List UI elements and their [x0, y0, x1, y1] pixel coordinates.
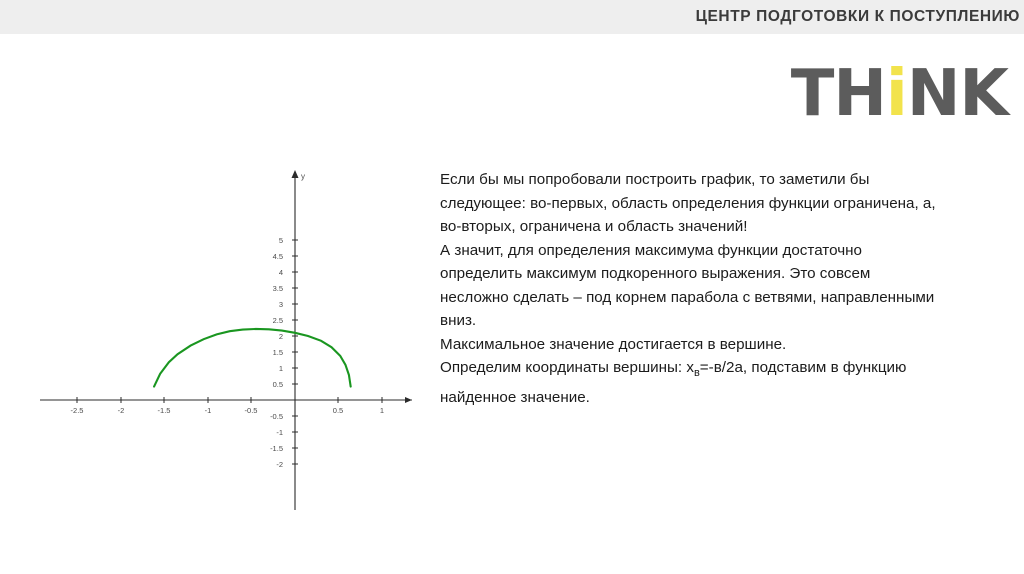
svg-text:-1: -1	[276, 428, 283, 437]
y-axis-arrow	[292, 170, 299, 178]
svg-text:1.5: 1.5	[272, 348, 283, 357]
svg-text:-2: -2	[117, 406, 125, 415]
svg-text:4: 4	[278, 268, 283, 277]
svg-text:1: 1	[379, 406, 385, 415]
svg-text:3.5: 3.5	[272, 284, 283, 293]
vertex-subscript: в	[693, 367, 700, 380]
svg-text:-0.5: -0.5	[270, 412, 283, 421]
paragraph-3: Максимальное значение достигается в вершине.	[440, 335, 787, 353]
svg-text:0.5: 0.5	[272, 380, 283, 389]
logo-part-1: TH	[790, 57, 886, 131]
x-axis-arrow	[405, 397, 412, 403]
y-tick-group	[270, 236, 298, 469]
svg-text:-0.5: -0.5	[244, 406, 258, 415]
svg-text:3: 3	[278, 300, 283, 309]
logo-accent-letter: i	[885, 57, 907, 131]
paragraph-2: А значит, для определения максимума функции достаточно определить максимум подкоренного выражения. Это совсем несложно сделать – под корнем парабола с ветвями, направленными вниз.	[440, 241, 935, 329]
vertex-text-suffix: =-в/2a, подставим в функцию найденное значение.	[440, 359, 907, 406]
svg-text:-1.5: -1.5	[270, 444, 283, 453]
svg-text:2: 2	[278, 332, 283, 341]
explanation-text	[440, 168, 940, 409]
svg-text:1: 1	[278, 364, 283, 373]
paragraph-4	[440, 356, 940, 409]
svg-text:4.5: 4.5	[272, 252, 283, 261]
vertex-text-prefix: Определим координаты вершины: x	[440, 359, 694, 376]
svg-text:-1: -1	[204, 406, 212, 415]
graph-svg	[40, 160, 430, 520]
logo-part-2: NK	[906, 57, 1008, 131]
header-bar	[0, 0, 1024, 34]
header-title: ЦЕНТР ПОДГОТОВКИ К ПОСТУПЛЕНИЮ	[695, 8, 1020, 25]
svg-text:0.5: 0.5	[332, 406, 344, 415]
svg-text:2.5: 2.5	[272, 316, 283, 325]
think-logo	[790, 57, 1008, 131]
function-graph	[40, 160, 430, 520]
function-curve	[154, 329, 351, 387]
svg-text:-1.5: -1.5	[157, 406, 171, 415]
svg-text:-2: -2	[276, 460, 283, 469]
paragraph-1: Если бы мы попробовали построить график, то заметили бы следующее: во-первых, область определения функции ограничена, а, во-вторых, ограничена и область значений!	[440, 171, 936, 235]
y-axis-label: y	[301, 172, 305, 181]
svg-text:-2.5: -2.5	[70, 406, 84, 415]
svg-text:5: 5	[278, 236, 283, 245]
